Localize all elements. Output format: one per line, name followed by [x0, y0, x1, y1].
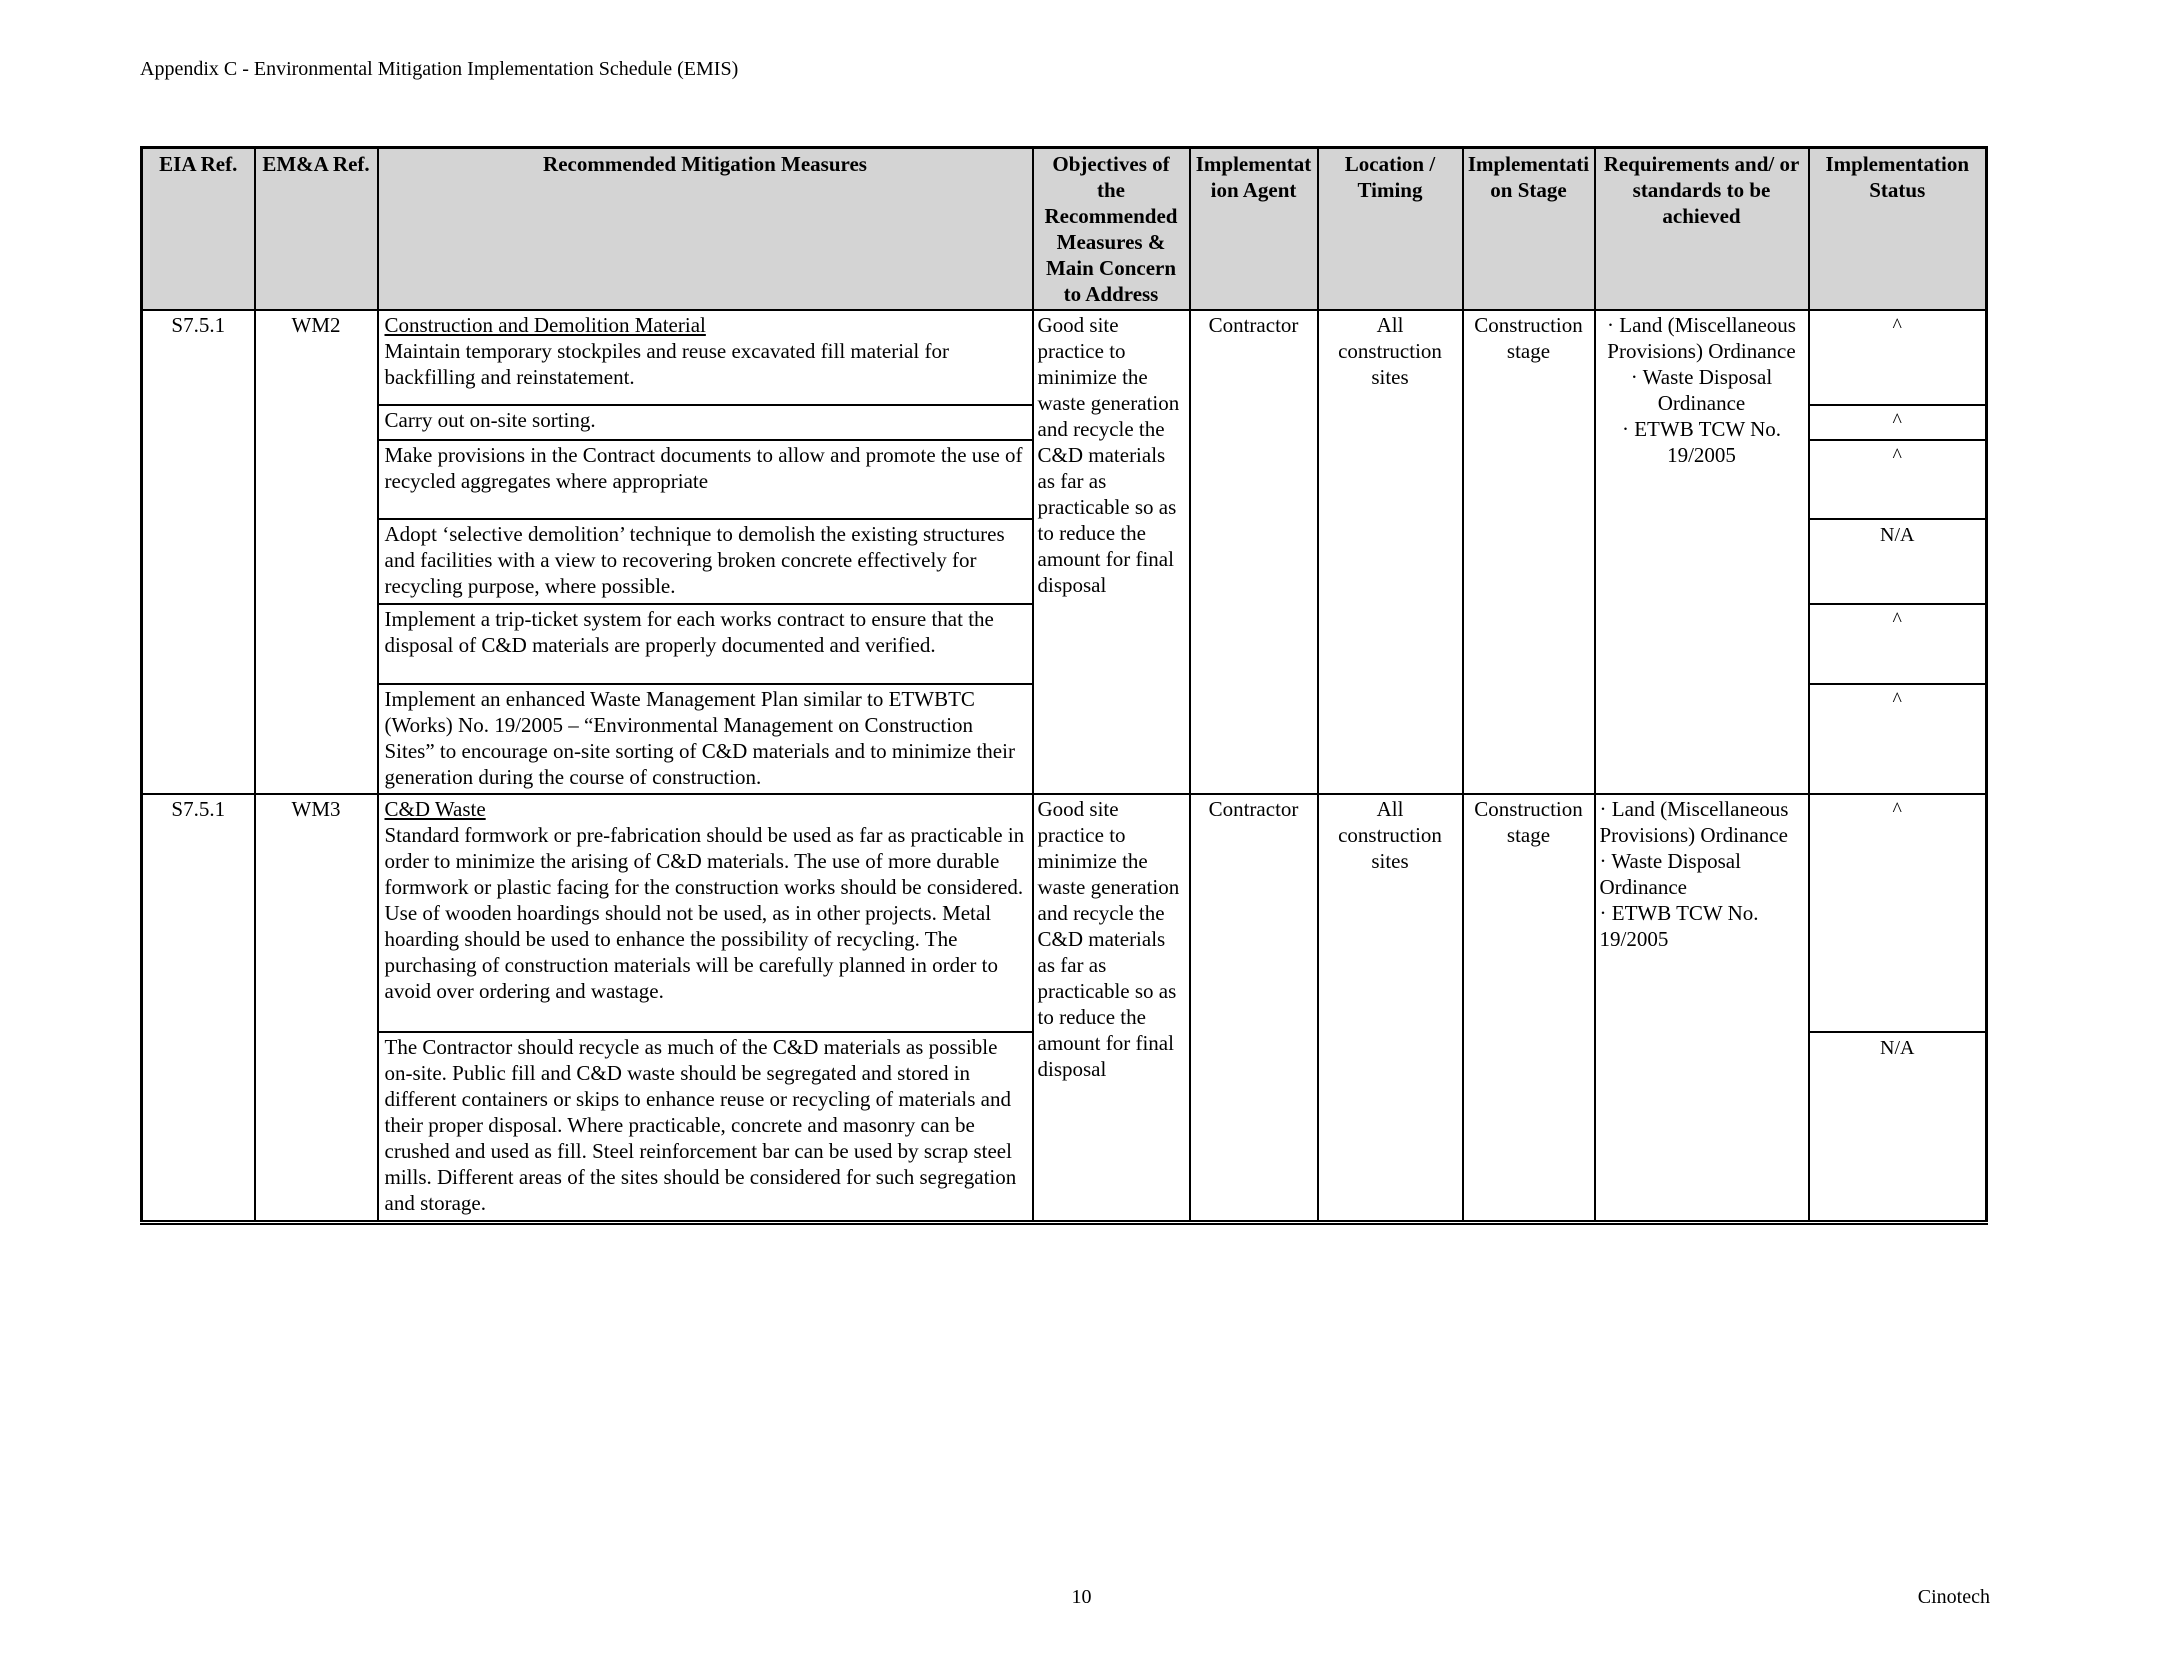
status-cell: ^	[1809, 794, 1987, 1032]
measure-cell	[378, 794, 1033, 1032]
col-header-measures: Recommended Mitigation Measures	[378, 148, 1033, 311]
agent-cell: Contractor	[1190, 310, 1318, 794]
status-cell: ^	[1809, 405, 1987, 440]
col-header-status: Implementation Status	[1809, 148, 1987, 311]
requirement-item: · Waste Disposal Ordinance	[1630, 365, 1773, 415]
requirement-item: · ETWB TCW No. 19/2005	[1599, 901, 1759, 951]
eia-ref-cell: S7.5.1	[142, 310, 255, 794]
table-row	[142, 794, 1987, 1032]
measure-text: Maintain temporary stockpiles and reuse excavated fill material for backfilling and reinstatement.	[384, 339, 949, 389]
measure-heading: C&D Waste	[384, 797, 486, 821]
measure-cell: Adopt ‘selective demolition’ technique to demolish the existing structures and facilities with a view to recovering broken concrete effectively for recycling purpose, where possible.	[378, 519, 1033, 604]
requirements-cell	[1595, 310, 1809, 794]
stage-cell: Construction stage	[1463, 310, 1595, 794]
status-cell: ^	[1809, 684, 1987, 794]
location-timing-cell: All construction sites	[1318, 794, 1463, 1222]
measure-cell: Make provisions in the Contract documents to allow and promote the use of recycled aggregates where appropriate	[378, 440, 1033, 519]
objectives-cell: Good site practice to minimize the waste generation and recycle the C&D materials as far as practicable so as to reduce the amount for final disposal	[1033, 310, 1190, 794]
col-header-agent: Implementation Agent	[1190, 148, 1318, 311]
status-cell: ^	[1809, 310, 1987, 405]
col-header-requirements: Requirements and/ or standards to be achieved	[1595, 148, 1809, 311]
agent-cell: Contractor	[1190, 794, 1318, 1222]
requirement-item: · ETWB TCW No. 19/2005	[1621, 417, 1782, 467]
measure-heading: Construction and Demolition Material	[384, 313, 706, 337]
ema-ref-cell: WM3	[255, 794, 378, 1222]
eia-ref-cell: S7.5.1	[142, 794, 255, 1222]
status-cell: N/A	[1809, 519, 1987, 604]
ema-ref-cell: WM2	[255, 310, 378, 794]
measure-cell: Carry out on-site sorting.	[378, 405, 1033, 440]
status-cell: ^	[1809, 440, 1987, 519]
footer-company: Cinotech	[1917, 1586, 1990, 1608]
measure-cell	[378, 310, 1033, 405]
measure-cell: The Contractor should recycle as much of the C&D materials as possible on-site. Public fill and C&D waste should be segregated and stored in different containers or skips to enhance reuse or recycling of materials and their proper disposal. Where practicable, concrete and masonry can be crushed and used as fill. Steel reinforcement bar can be used by scrap steel mills. Different areas of the sites should be considered for such segregation and storage.	[378, 1032, 1033, 1222]
objectives-cell: Good site practice to minimize the waste generation and recycle the C&D materials as far as practicable so as to reduce the amount for final disposal	[1033, 794, 1190, 1222]
measure-text: Standard formwork or pre-fabrication should be used as far as practicable in order to minimize the arising of C&D materials. The use of more durable formwork or plastic facing for the construction works should be considered. Use of wooden hoardings should not be used, as in other projects. Metal hoarding should be used to enhance the possibility of recycling. The purchasing of construction materials will be carefully planned in order to avoid over ordering and wastage.	[384, 823, 1025, 1003]
col-header-stage: Implementation Stage	[1463, 148, 1595, 311]
page-number: 10	[1071, 1586, 1092, 1608]
requirement-item: · Land (Miscellaneous Provisions) Ordinance	[1607, 313, 1796, 363]
requirement-item: · Waste Disposal Ordinance	[1599, 849, 1741, 899]
stage-cell: Construction stage	[1463, 794, 1595, 1222]
table-header-row	[142, 148, 1987, 311]
table-row	[142, 310, 1987, 405]
emis-table	[140, 146, 1988, 1225]
status-cell: N/A	[1809, 1032, 1987, 1222]
measure-cell: Implement a trip-ticket system for each works contract to ensure that the disposal of C&D materials are properly documented and verified.	[378, 604, 1033, 684]
status-cell: ^	[1809, 604, 1987, 684]
requirements-cell	[1595, 794, 1809, 1222]
location-timing-cell: All construction sites	[1318, 310, 1463, 794]
col-header-ema-ref: EM&A Ref.	[255, 148, 378, 311]
col-header-eia-ref: EIA Ref.	[142, 148, 255, 311]
col-header-objectives: Objectives of the Recommended Measures & Main Concern to Address	[1033, 148, 1190, 311]
document-title: Appendix C - Environmental Mitigation Implementation Schedule (EMIS)	[140, 58, 739, 80]
measure-cell: Implement an enhanced Waste Management Plan similar to ETWBTC (Works) No. 19/2005 – “Environmental Management on Construction Sites” to encourage on-site sorting of C&D materials and to minimize their generation during the course of construction.	[378, 684, 1033, 794]
col-header-location-timing: Location / Timing	[1318, 148, 1463, 311]
requirement-item: · Land (Miscellaneous Provisions) Ordinance	[1599, 797, 1789, 847]
